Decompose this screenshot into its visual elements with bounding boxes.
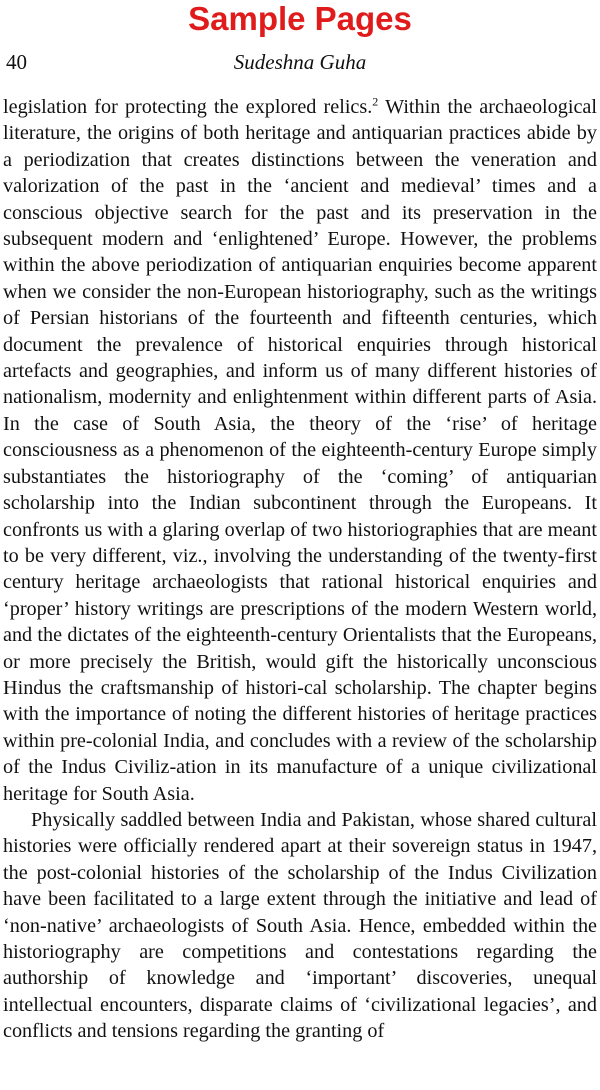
page-number: 40 [6,50,27,74]
paragraph-2: Physically saddled between India and Pakistan, whose shared cultural histories were officially rendered apart at their sovereign status in 1947, the post-colonial histories of the scholarship of the Indus Civilization have been facilitated to a large extent through the initiative and lead of ‘non-native’ archaeologists of South Asia. Hence, embedded within the historiography are competitions and contestations regarding the authorship of knowledge and ‘important’ discoveries, unequal intellectual encounters, disparate claims of ‘civilizational legacies’, and conflicts and tensions regarding the granting of [3,808,597,1043]
paragraph-1 [3,94,597,807]
running-author: Sudeshna Guha [233,50,367,74]
paragraph-text: legislation for protecting the explored relics. [3,96,373,118]
footnote-marker[interactable]: 2 [372,94,379,109]
paragraph-text: Within the archaeological literature, the origins of both heritage and antiquarian practices abide by a periodization that creates distinctions between the veneration and valorization of the past in the ‘ancient and medieval’ times and a conscious objective search for the past and its preservation in the subsequent modern and ‘enlightened’ Europe. However, the problems within the above periodization of antiquarian enquiries become apparent when we consider the non-European historiography, such as the writings of Persian historians of the fourteenth and fifteenth centuries, which document the prevalence of historical enquiries through historical artefacts and geographies, and inform us of many different histories of nationalism, modernity and enlightenment within different parts of Asia. In the case of South Asia, the theory of the ‘rise’ of heritage consciousness as a phenomenon of the eighteenth-century Europe simply substantiates the historiography of the ‘coming’ of antiquarian scholarship into the Indian subcontinent through the Europeans. It confronts us with a glaring overlap of two historiographies that are meant to be very different, viz., involving the understanding of the twenty-first century heritage archaeologists that rational historical enquiries and ‘proper’ history writings are prescriptions of the modern Western world, and the dictates of the eighteenth-century Orientalists that the Europeans, or more precisely the British, would gift the historically unconscious Hindus the craftsmanship of histori-cal scholarship. The chapter begins with the importance of noting the different histories of heritage practices within pre-colonial India, and concludes with a review of the scholarship of the Indus Civiliz-ation in its manufacture of a unique civilizational heritage for South Asia. [3,96,597,805]
sample-pages-banner: Sample Pages [188,0,412,37]
body-text [3,94,597,1045]
running-head [0,48,600,78]
